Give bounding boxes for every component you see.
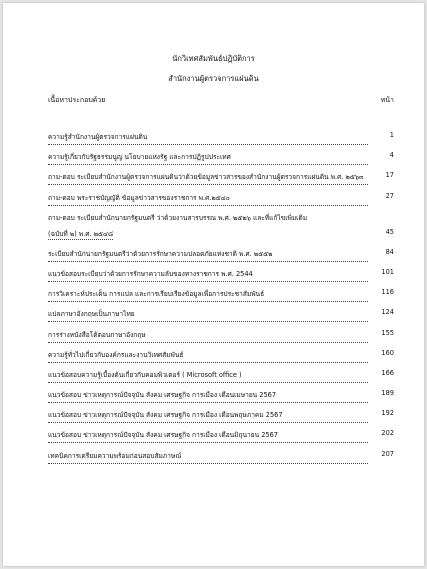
toc-entry [48, 405, 394, 425]
toc-entry-title: แนวข้อสอบระเบียบว่าด้วยการรักษาความลับของทางราชการ พ.ศ. 2544 [48, 268, 368, 282]
toc-entry-title: แปลภาษาอังกฤษเป็นภาษาไทย [48, 308, 368, 322]
toc-entry-title: ถาม-ตอบ ระเบียบสำนักงานผู้ตรวจการแผ่นดินว่าด้วยข้อมูลข่าวสารของสำนักงานผู้ตรวจการแผ่นดิน พ.ศ. ๒๕๖๓ [48, 171, 368, 185]
toc-entry-page: 124 [381, 308, 394, 317]
toc-entry [48, 425, 394, 445]
toc-entry-title: การร่างหนังสือโต้ตอบภาษาอังกฤษ [48, 329, 368, 343]
toc-entry-title: ความรู้เกี่ยวกับรัฐธรรมนูญ นโยบายแห่งรัฐ และการปฏิรูปประเทศ [48, 151, 368, 165]
toc-entry [48, 385, 394, 405]
toc-entry [48, 446, 394, 466]
toc-entry-page: 116 [381, 288, 394, 297]
toc-entry-page: 202 [381, 429, 394, 438]
toc-entry-page: 45 [385, 227, 394, 236]
toc-entry-page: 84 [385, 247, 394, 256]
toc-entry-title: แนวข้อสอบ ข่าวเหตุการณ์ปัจจุบัน สังคม เศรษฐกิจ การเมือง เดือนเมษายน 2567 [48, 389, 368, 403]
content-column-label: เนื้อหาประกอบด้วย [48, 96, 106, 104]
toc-entry [48, 208, 394, 244]
page-column-label: หน้า [380, 96, 394, 104]
toc-entry [48, 325, 394, 345]
toc-entry-title: แนวข้อสอบความรู้เบื้องต้นเกี่ยวกับคอมพิวเตอร์ ( Microsoft office ) [48, 369, 368, 383]
toc-entry-title-block [48, 210, 368, 244]
toc-entry-title: ระเบียบสำนักนายกรัฐมนตรีว่าด้วยการรักษาความปลอดภัยแห่งชาติ พ.ศ. ๒๕๕๒ [48, 248, 368, 262]
toc-entry-title: ถาม-ตอบ พระราชบัญญัติ ข้อมูลข่าวสารของราชการ พ.ศ.๒๕๔๐ [48, 192, 368, 206]
toc-entry-title: เทคนิคการเตรียมความพร้อมก่อนสอบสัมภาษณ์ [48, 450, 368, 464]
toc-entry [48, 345, 394, 365]
table-of-contents [48, 127, 394, 466]
header-title: นักวิเทศสัมพันธ์ปฏิบัติการ [172, 54, 255, 63]
toc-entry [48, 167, 394, 187]
toc-entry [48, 284, 394, 304]
toc-entry-page: 4 [389, 151, 394, 160]
toc-entry-title: แนวข้อสอบ ข่าวเหตุการณ์ปัจจุบัน สังคม เศรษฐกิจ การเมือง เดือนพฤษภาคม 2567 [48, 409, 368, 423]
toc-entry-title: ถาม-ตอบ ระเบียบสำนักนายกรัฐมนตรี ว่าด้วยงานสารบรรณ พ.ศ. ๒๕๒๖ และที่แก้ไขเพิ่มเติม [48, 213, 308, 222]
toc-entry-page: 189 [381, 389, 394, 398]
toc-entry-page: 101 [381, 267, 394, 276]
toc-entry [48, 244, 394, 264]
toc-entry-title: การวิเคราะห์ประเด็น การแปล และการเรียบเรียงข้อมูลเพื่อการประชาสัมพันธ์ [48, 288, 368, 302]
toc-entry-page: 17 [385, 171, 394, 180]
toc-entry [48, 188, 394, 208]
toc-entry-page: 155 [381, 328, 394, 337]
toc-entry [48, 304, 394, 324]
toc-entry-page: 27 [385, 191, 394, 200]
toc-entry-page: 1 [389, 131, 394, 139]
header-subtitle: สำนักงานผู้ตรวจการแผ่นดิน [168, 74, 259, 83]
toc-entry-title: ความรู้สำนักงานผู้ตรวจการแผ่นดิน [48, 131, 368, 145]
toc-entry-title: ความรู้ทั่วไปเกี่ยวกับองค์กรและงานวิเทศสัมพันธ์ [48, 349, 368, 363]
toc-entry-page: 166 [381, 368, 394, 377]
toc-entry [48, 127, 394, 147]
toc-entry-page: 192 [381, 409, 394, 418]
document-page [3, 3, 424, 566]
toc-entry [48, 365, 394, 385]
toc-entry-title: แนวข้อสอบ ข่าวเหตุการณ์ปัจจุบัน สังคม เศรษฐกิจ การเมือง เดือนมิถุนายน 2567 [48, 429, 368, 443]
toc-column-header [48, 95, 394, 106]
toc-entry [48, 264, 394, 284]
toc-entry-page: 207 [381, 449, 394, 458]
toc-entry [48, 147, 394, 167]
toc-entry-title-continued: (ฉบับที่ ๒) พ.ศ. ๒๕๔๘ [48, 229, 114, 238]
toc-entry-page: 160 [381, 348, 394, 357]
